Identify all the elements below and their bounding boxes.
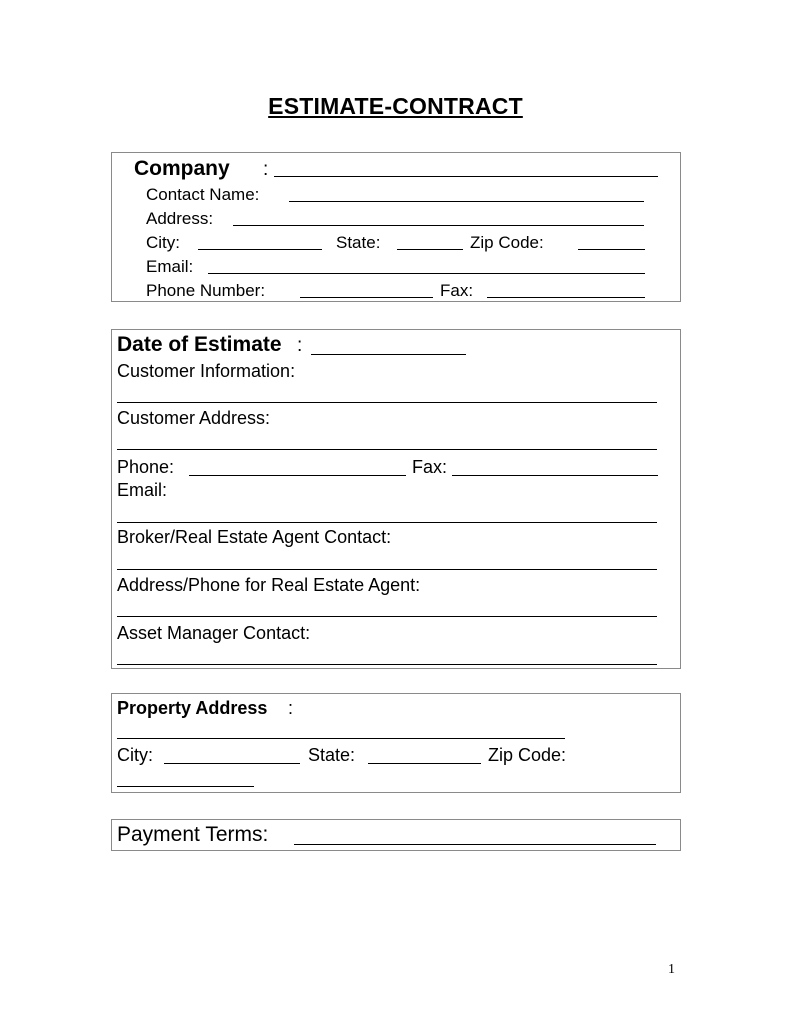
contact-name-field[interactable] [289, 201, 644, 202]
contact-name-label: Contact Name: [146, 185, 260, 204]
date-of-estimate-label: Date of Estimate [117, 333, 282, 356]
company-email-field[interactable] [208, 273, 645, 274]
company-phone-label: Phone Number: [146, 281, 266, 300]
company-address-label: Address: [146, 209, 214, 228]
company-phone-field[interactable] [300, 297, 433, 298]
property-state-label: State: [308, 745, 356, 765]
property-city-label: City: [117, 745, 153, 765]
page-number: 1 [668, 962, 675, 977]
customer-phone-field[interactable] [189, 475, 406, 476]
company-state-field[interactable] [397, 249, 463, 250]
document-title: ESTIMATE-CONTRACT [268, 93, 523, 119]
company-fax-field[interactable] [487, 297, 645, 298]
asset-manager-label: Asset Manager Contact: [117, 623, 311, 643]
broker-contact-field[interactable] [117, 569, 657, 570]
broker-contact-label: Broker/Real Estate Agent Contact: [117, 527, 392, 547]
company-label: Company [134, 157, 230, 180]
property-colon: : [288, 698, 294, 718]
asset-manager-field[interactable] [117, 664, 657, 665]
company-city-label: City: [146, 233, 180, 252]
property-zip-label: Zip Code: [488, 745, 567, 765]
property-state-field[interactable] [368, 763, 481, 764]
company-city-field[interactable] [198, 249, 322, 250]
customer-email-field[interactable] [117, 522, 657, 523]
payment-section [111, 819, 681, 851]
agent-address-phone-label: Address/Phone for Real Estate Agent: [117, 575, 421, 595]
company-field[interactable] [274, 176, 658, 177]
company-zip-label: Zip Code: [470, 233, 544, 252]
company-state-label: State: [336, 233, 381, 252]
company-email-label: Email: [146, 257, 194, 276]
customer-email-label: Email: [117, 480, 168, 500]
payment-terms-field[interactable] [294, 844, 656, 845]
customer-information-field[interactable] [117, 402, 657, 403]
company-address-field[interactable] [233, 225, 644, 226]
property-section [111, 693, 681, 793]
property-address-label: Property Address [117, 698, 268, 718]
property-city-field[interactable] [164, 763, 300, 764]
customer-information-label: Customer Information: [117, 361, 296, 381]
customer-address-label: Customer Address: [117, 408, 271, 428]
date-of-estimate-field[interactable] [311, 354, 466, 355]
customer-phone-label: Phone: [117, 457, 175, 477]
company-zip-field[interactable] [578, 249, 645, 250]
company-section [111, 152, 681, 302]
agent-address-phone-field[interactable] [117, 616, 657, 617]
customer-fax-label: Fax: [412, 457, 448, 477]
company-fax-label: Fax: [440, 281, 474, 300]
customer-address-field[interactable] [117, 449, 657, 450]
company-colon: : [263, 159, 269, 180]
customer-fax-field[interactable] [452, 475, 658, 476]
estimate-section [111, 329, 681, 669]
date-colon: : [297, 335, 303, 356]
property-zip-field[interactable] [117, 786, 254, 787]
payment-terms-label: Payment Terms: [117, 823, 269, 846]
property-address-field[interactable] [117, 738, 565, 739]
